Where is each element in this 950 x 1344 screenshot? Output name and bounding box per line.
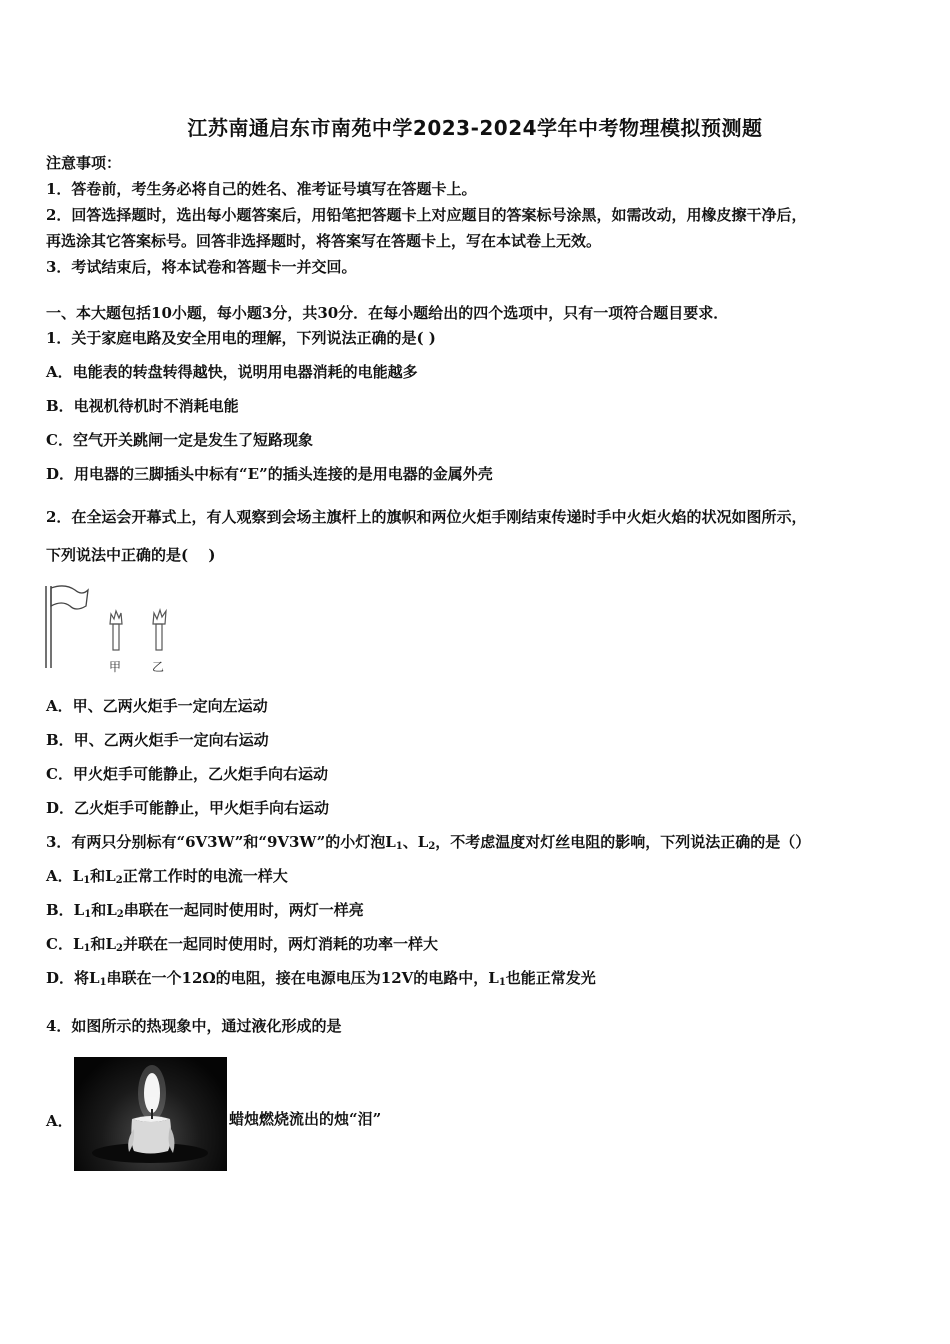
q3-a-mid: 和L	[90, 867, 116, 885]
q1-option-b: B．电视机待机时不消耗电能	[46, 397, 239, 415]
page-title: 江苏南通启东市南苑中学2023-2024学年中考物理模拟预测题	[187, 116, 763, 140]
section-heading: 一、本大题包括10小题，每小题3分，共30分．在每小题给出的四个选项中，只有一项符合题目要求．	[46, 304, 729, 322]
subscript-1: 1	[84, 909, 92, 920]
q3-c-pre: C．L	[46, 935, 84, 953]
subscript-1: 1	[99, 977, 107, 988]
notice-block	[46, 150, 916, 280]
q3-b-mid: 和L	[91, 901, 117, 919]
notice-item-2b: 再选涂其它答案标号。回答非选择题时，将答案写在答题卡上，写在本试卷上无效。	[46, 232, 602, 250]
q1-option-c: C．空气开关跳闸一定是发生了短路现象	[46, 431, 313, 449]
figure-label-jia: 甲	[109, 660, 122, 674]
q3-b-post: 串联在一起同时使用时，两灯一样亮	[123, 901, 364, 919]
q3-option-a	[46, 865, 288, 886]
q2-stem-line1: 2．在全运会开幕式上，有人观察到会场主旗杆上的旗帜和两位火炬手刚结束传递时手中火炬火焰的状况如图所示，	[46, 508, 807, 526]
q3-a-post: 正常工作时的电流一样大	[122, 867, 288, 885]
q3-d-mid: 串联在一个12Ω的电阻，接在电源电压为12V的电路中，L	[106, 969, 499, 987]
flag-icon	[51, 586, 88, 609]
q2-stem-line2: 下列说法中正确的是( )	[46, 546, 216, 564]
q3-stem-part-a: 3．有两只分别标有“6V3W”和“9V3W”的小灯泡L	[46, 833, 396, 851]
q1-option-d: D．用电器的三脚插头中标有“E”的插头连接的是用电器的金属外壳	[46, 465, 493, 483]
q4-option-a-label: A．	[46, 1112, 73, 1130]
q3-c-mid: 和L	[90, 935, 117, 953]
subscript-1: 1	[83, 875, 91, 886]
q3-stem-part-c: ，不考虑温度对灯丝电阻的影响，下列说法正确的是（）	[435, 833, 811, 851]
subscript-2: 2	[115, 875, 123, 886]
torch-yi-icon	[156, 624, 162, 650]
notice-item-2a: 2．回答选择题时，选出每小题答案后，用铅笔把答题卡上对应题目的答案标号涂黑，如需改动，用橡皮擦干净后，	[46, 206, 807, 224]
notice-heading: 注意事项：	[46, 154, 122, 172]
notice-item-1: 1．答卷前，考生务必将自己的姓名、准考证号填写在答题卡上。	[46, 180, 477, 198]
q3-option-c	[46, 933, 438, 954]
q3-d-post: 也能正常发光	[505, 969, 596, 987]
q4-stem: 4．如图所示的热现象中，通过液化形成的是	[46, 1017, 342, 1035]
q3-a-pre: A．L	[46, 867, 84, 885]
q2-option-b: B．甲、乙两火炬手一定向右运动	[46, 731, 269, 749]
candle-photo	[74, 1057, 227, 1171]
subscript-2: 2	[116, 909, 124, 920]
q3-d-pre: D．将L	[46, 969, 100, 987]
q3-b-pre: B．L	[46, 901, 85, 919]
q1-option-a: A．电能表的转盘转得越快，说明用电器消耗的电能越多	[46, 363, 418, 381]
q3-stem-part-b: 、L	[402, 833, 429, 851]
candle-icon	[74, 1057, 227, 1171]
q2-option-a: A．甲、乙两火炬手一定向左运动	[46, 697, 268, 715]
q2-option-d: D．乙火炬手可能静止，甲火炬手向右运动	[46, 799, 330, 817]
subscript-1: 1	[498, 977, 506, 988]
q3-option-b	[46, 899, 364, 920]
q4-option-a-text: 蜡烛燃烧流出的烛“泪”	[229, 1110, 382, 1128]
subscript-1: 1	[83, 943, 91, 954]
q3-c-post: 并联在一起同时使用时，两灯消耗的功率一样大	[123, 935, 439, 953]
flag-torch-figure	[40, 580, 180, 680]
subscript-1: 1	[395, 841, 403, 852]
q1-stem: 1．关于家庭电路及安全用电的理解，下列说法正确的是( )	[46, 329, 436, 347]
subscript-2: 2	[116, 943, 123, 954]
notice-item-3: 3．考试结束后，将本试卷和答题卡一并交回。	[46, 258, 357, 276]
q2-option-c: C．甲火炬手可能静止，乙火炬手向右运动	[46, 765, 328, 783]
q3-stem	[46, 831, 810, 852]
q3-option-d	[46, 967, 596, 988]
subscript-2: 2	[428, 841, 436, 852]
figure-label-yi: 乙	[152, 660, 165, 674]
flame-jia-icon	[110, 611, 122, 624]
torch-jia-icon	[113, 624, 119, 650]
flame-yi-icon	[153, 610, 166, 624]
